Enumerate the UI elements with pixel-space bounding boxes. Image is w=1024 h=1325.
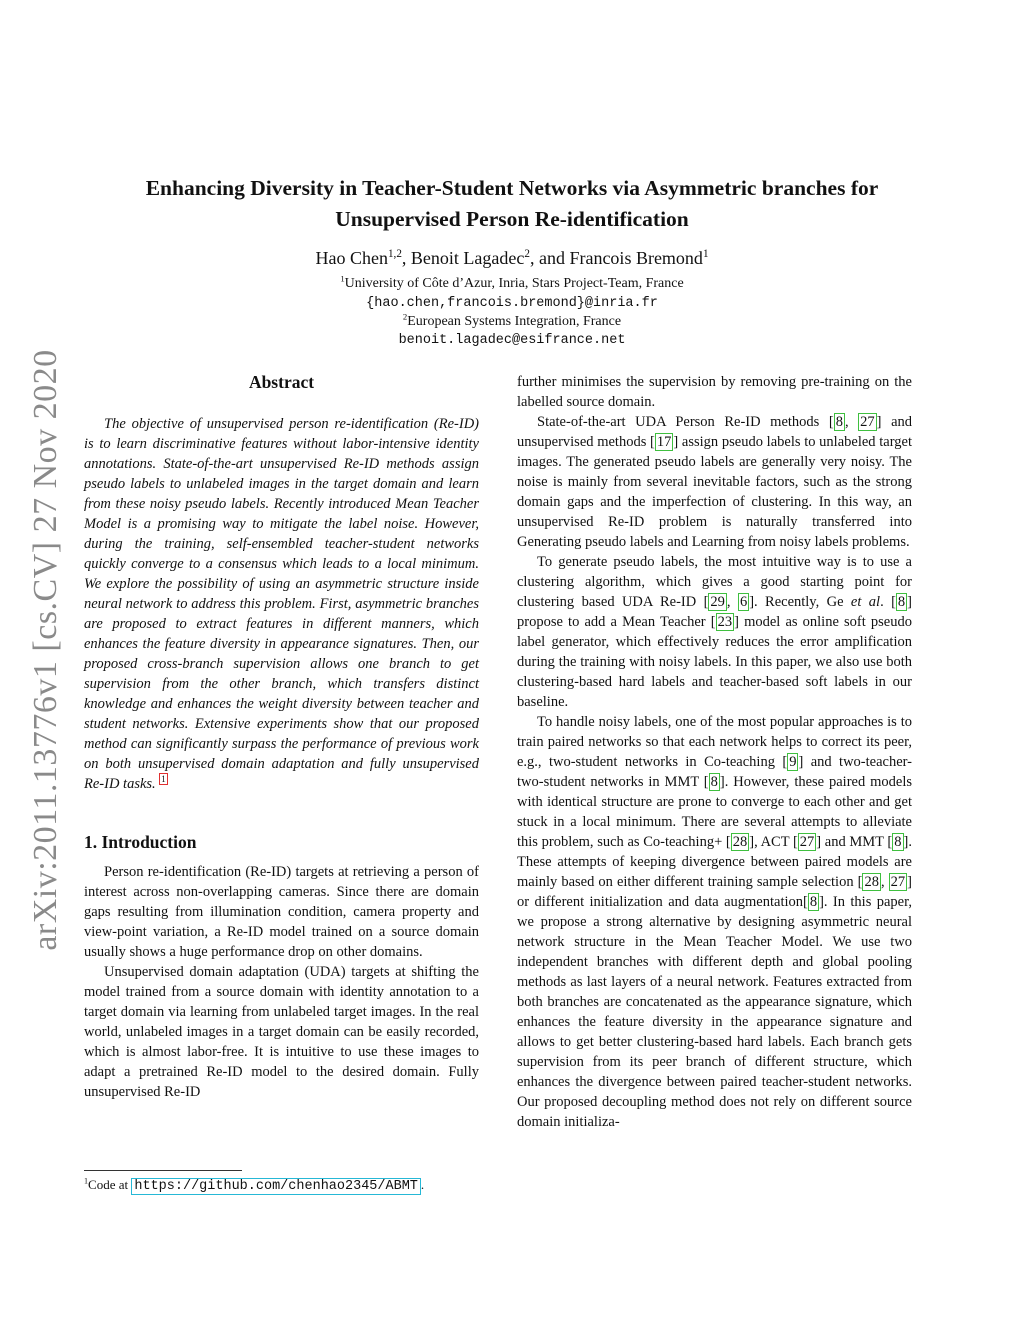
citation-link[interactable]: 28 (864, 874, 879, 890)
intro-paragraph-1: Person re-identification (Re-ID) targets at retrieving a person of interest across non-overlapping cameras. Since there are domain gaps resulting from illumination condition, camera property and view-point variation, a Re-ID model trained on a source domain usually shows a huge performance drop on other domains. (84, 864, 479, 960)
author-affiliation-mark: 1 (702, 248, 709, 260)
footnote-divider (84, 1170, 242, 1171)
email-2[interactable]: benoit.lagadec@esifrance.net (398, 333, 626, 348)
text-run: ], ACT [ (749, 834, 798, 850)
citation-link[interactable]: 27 (890, 874, 906, 890)
affiliation-1 (0, 273, 1024, 292)
text-run: , (726, 594, 738, 610)
title-line-2: Unsupervised Person Re-identification (335, 207, 689, 231)
right-paragraph-continuation: further minimises the supervision by removing pre-training on the labelled source domain. (517, 374, 912, 410)
footnote-reference[interactable]: 1 (161, 774, 166, 785)
text-run: . [ (880, 594, 896, 610)
affiliation-mark: 1 (340, 273, 345, 284)
right-paragraph-3 (517, 712, 912, 1132)
citation-link[interactable]: 23 (717, 614, 733, 630)
citation-link[interactable]: 8 (894, 834, 902, 850)
author-name: Hao Chen (315, 248, 388, 268)
right-paragraph-1 (517, 412, 912, 552)
left-column (84, 372, 479, 1102)
footnote-text: Code at (88, 1177, 132, 1192)
arxiv-identifier: arXiv:2011.13776v1 [cs.CV] 27 Nov 2020 (27, 349, 64, 951)
text-run-italic: et al (850, 594, 881, 610)
footnote-end: . (420, 1177, 425, 1192)
affiliation-text: European Systems Integration, France (407, 314, 622, 329)
intro-paragraph-2: Unsupervised domain adaptation (UDA) targets at shifting the model trained from a source domain with identity annotation to a target domain via learning from unlabeled target images. In the real world, unlabeled images in a target domain can be easily recorded, which is almost labor-free. It is intuitive to use these images to adapt a pretrained Re-ID model to the desired domain. Fully unsupervised Re-ID (84, 964, 479, 1100)
right-paragraph-2 (517, 552, 912, 712)
citation-link[interactable]: 6 (739, 594, 748, 610)
citation-link[interactable]: 9 (789, 754, 797, 770)
citation-link[interactable]: 27 (860, 414, 875, 430)
citation-link[interactable]: 8 (710, 774, 718, 790)
text-run: ]. However, these paired models with identical structure are prone to converge to each other and get stuck in a local minimum. There are several attempts to alleviate this problem, such as Co-teaching+ [ (517, 774, 912, 850)
text-run: ] and two-teacher-two-student networks in MMT [ (517, 754, 913, 790)
paper-title (60, 173, 964, 235)
abstract-body (84, 414, 479, 794)
text-run: ] propose to add a Mean Teacher [ (517, 594, 912, 630)
right-column (517, 372, 912, 1132)
text-run: ] and MMT [ (816, 834, 893, 850)
text-run: ] or different initialization and data augmentation[ (517, 874, 912, 910)
abstract-heading: Abstract (248, 372, 315, 392)
author-separator: , (401, 248, 411, 268)
text-run: ]. These attempts of keeping divergence between paired models are mainly based on either different training sample selection [ (517, 834, 912, 890)
citation-link[interactable]: 28 (732, 834, 748, 850)
text-run: To handle noisy labels, one of the most popular approaches is to train paired networks so that each network helps to correct its peer, e.g., two-student networks in Co-teaching [ (517, 714, 912, 770)
author-list (0, 248, 1024, 269)
affiliation-2 (0, 311, 1024, 330)
text-run: ] and unsupervised methods [ (517, 414, 913, 450)
text-run: ] model as online soft pseudo label generator, which effectively reduces the error amplification during the training with noisy labels. In this paper, we also use both clustering-based hard labels and teacher-based soft labels in our baseline. (517, 614, 912, 710)
text-run: ]. Recently, Ge (749, 594, 851, 610)
citation-link[interactable]: 8 (809, 894, 818, 910)
author-name: Francois Bremond (569, 248, 703, 268)
title-line-1: Enhancing Diversity in Teacher-Student Networks via Asymmetric branches for (145, 176, 879, 200)
abstract-text: The objective of unsupervised person re-identification (Re-ID) is to learn discriminative features without labor-intensive identity annotations. State-of-the-art unsupervised Re-ID methods assign pseudo labels to unlabeled images in the target domain and learn from these noisy pseudo labels. Recently introduced Mean Teacher Model is a promising way to mitigate the label noise. However, during the training, self-ensembled teacher-student networks quickly converge to a consensus which leads to a local minimum. We explore the possibility of using an asymmetric structure inside neural network to address this problem. First, asymmetric branches are proposed to extract features in different manners, which enhances the feature diversity in appearance signatures. Then, our proposed cross-branch supervision allows one branch to get supervision from the other branch, which transfers distinct knowledge and enhances the weight diversity between teacher and student networks. Extensive experiments show that our proposed method can significantly surpass the performance of previous work on both unsupervised domain adaptation and fully unsupervised Re-ID tasks. (84, 416, 479, 792)
author-name: Benoit Lagadec (410, 248, 525, 268)
affiliation-text: University of Côte d’Azur, Inria, Stars Project-Team, France (344, 276, 684, 291)
text-run: State-of-the-art UDA Person Re-ID methods [ (537, 414, 834, 430)
author-affiliation-mark: 2 (524, 248, 530, 260)
author-affiliation-mark: 1,2 (387, 248, 402, 260)
citation-link[interactable]: 8 (835, 414, 843, 430)
email-1[interactable]: {hao.chen,francois.bremond}@inria.fr (366, 296, 658, 311)
citation-link[interactable]: 29 (710, 594, 725, 610)
text-run: To generate pseudo labels, the most intuitive way is to use a clustering algorithm, which gives a good starting point for clustering based UDA Re-ID [ (517, 554, 912, 610)
citation-link[interactable]: 17 (656, 434, 672, 450)
citation-link[interactable]: 27 (799, 834, 815, 850)
author-separator: , and (529, 248, 570, 268)
citation-link[interactable]: 8 (897, 594, 906, 610)
section-heading-introduction: 1. Introduction (84, 832, 197, 852)
code-link[interactable]: https://github.com/chenhao2345/ABMT (131, 1178, 421, 1195)
text-run: , (880, 874, 889, 890)
footnote-mark: 1 (84, 1176, 89, 1186)
text-run: , (844, 414, 859, 430)
text-run: ]. In this paper, we propose a strong alternative by designing asymmetric neural network structure in the Mean Teacher Model. We use two independent branches with different depth and global pooling methods as last layers of a neural network. Features extracted from both branches are concatenated as the appearance signature, which enhances the feature diversity in the appearance signature and allows to get better clustering-based hard labels. Each branch gets supervision from its peer branch of different structure, which enhances the divergence between paired teacher-student networks. Our proposed decoupling method does not rely on different source domain initializa- (517, 894, 912, 1130)
footnote (84, 1176, 424, 1196)
affiliation-mark: 2 (402, 311, 408, 322)
text-run: ] assign pseudo labels to unlabeled target images. The generated pseudo labels are generally very noisy. The noise is mainly from several inevitable factors, such as the strong domain gaps and the imperfection of clustering. In this way, an unsupervised Re-ID problem is naturally transferred into Generating pseudo labels and Learning from noisy labels problems. (517, 434, 912, 550)
